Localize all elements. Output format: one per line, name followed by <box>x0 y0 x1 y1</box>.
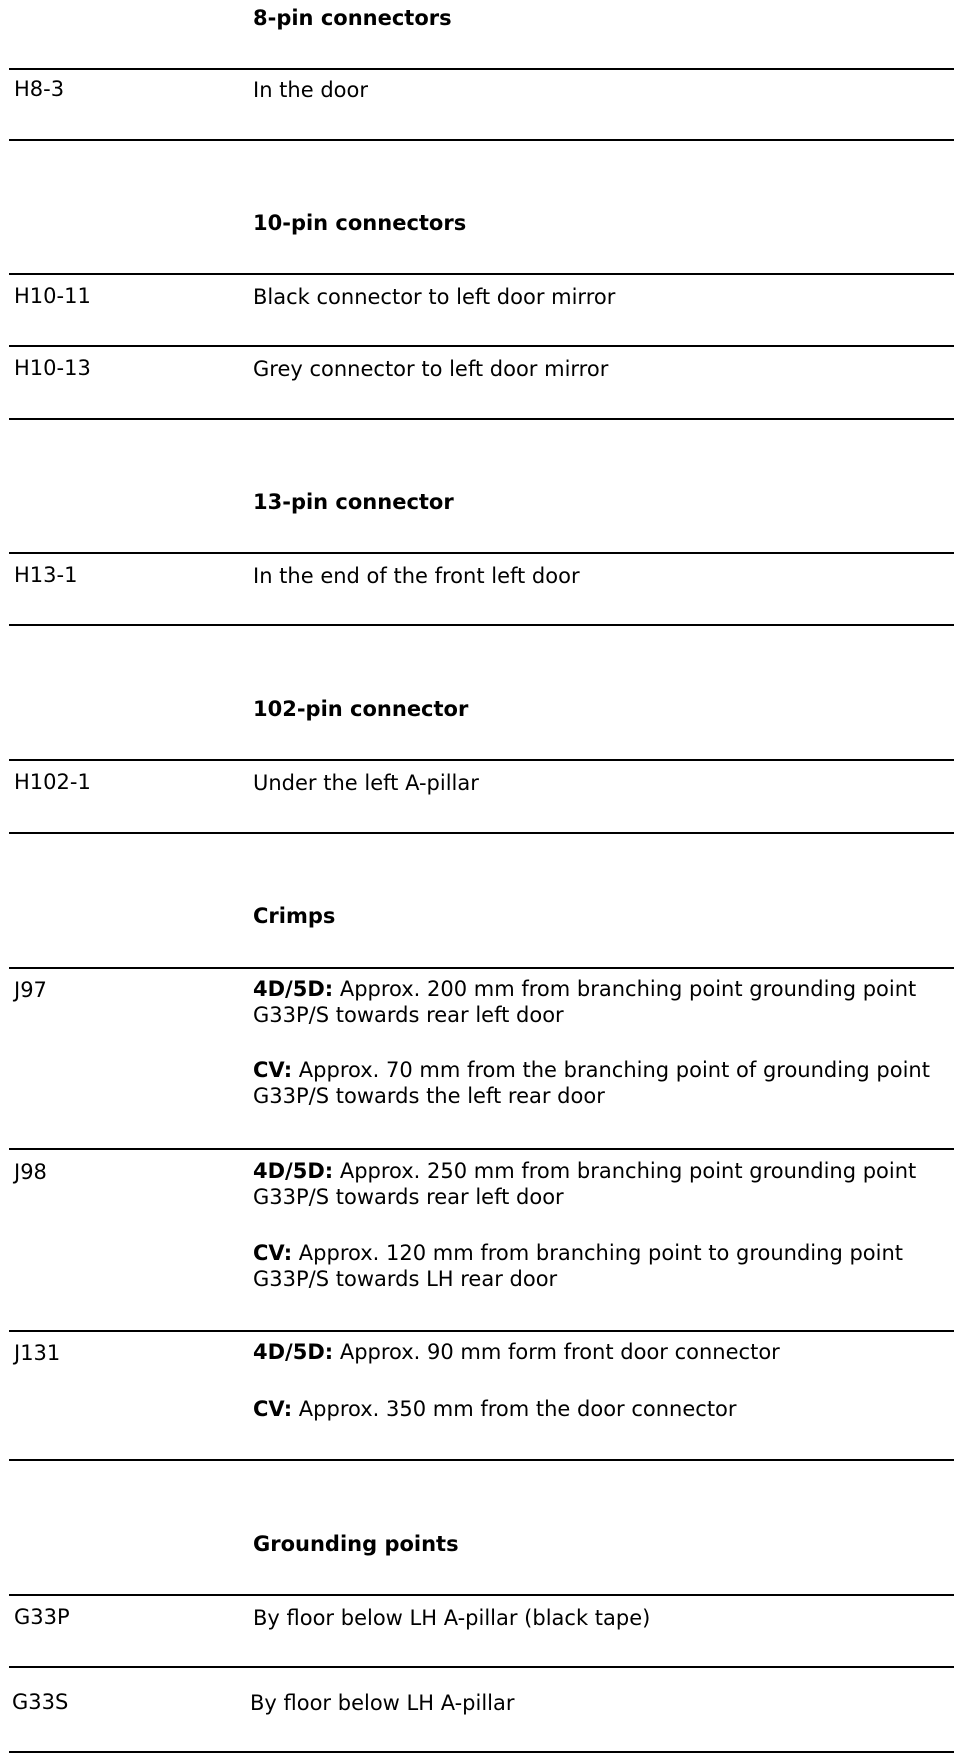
location-cv <box>253 1240 903 1292</box>
component-code: H102-1 <box>14 770 91 794</box>
table-rule <box>9 759 954 761</box>
component-code: J131 <box>14 1341 61 1365</box>
component-code: G33P <box>14 1605 70 1629</box>
variant-label: 4D/5D: <box>253 977 334 1001</box>
table-rule <box>9 139 954 141</box>
location-cv <box>253 1396 737 1422</box>
table-rule <box>9 1751 954 1753</box>
component-code: H10-13 <box>14 356 91 380</box>
section-heading-crimps: Crimps <box>253 904 336 928</box>
table-rule <box>9 345 954 347</box>
location-text: G33P/S towards the left rear door <box>253 1084 605 1108</box>
component-location: Under the left A-pillar <box>253 771 479 795</box>
location-text: Approx. 350 mm from the door connector <box>292 1397 737 1421</box>
component-code: H8-3 <box>14 77 65 101</box>
table-rule <box>9 1594 954 1596</box>
section-heading-13-pin: 13-pin connector <box>253 490 454 514</box>
location-text: Approx. 90 mm form front door connector <box>333 1340 780 1364</box>
location-text: Approx. 250 mm from branching point grounding point <box>333 1159 917 1183</box>
component-code: H10-11 <box>14 284 91 308</box>
table-rule <box>9 418 954 420</box>
variant-label: CV: <box>253 1397 293 1421</box>
component-location: Grey connector to left door mirror <box>253 357 609 381</box>
table-rule <box>9 1666 954 1668</box>
variant-label: 4D/5D: <box>253 1340 334 1364</box>
location-text: G33P/S towards LH rear door <box>253 1267 558 1291</box>
section-heading-10-pin: 10-pin connectors <box>253 211 467 235</box>
section-heading-102-pin: 102-pin connector <box>253 697 469 721</box>
table-rule <box>9 832 954 834</box>
table-rule <box>9 1330 954 1332</box>
location-cv <box>253 1057 930 1109</box>
component-location: Black connector to left door mirror <box>253 285 616 309</box>
location-text: Approx. 200 mm from branching point grounding point <box>333 977 917 1001</box>
section-heading-8-pin: 8-pin connectors <box>253 6 452 30</box>
table-rule <box>9 552 954 554</box>
component-location: By floor below LH A-pillar <box>250 1691 515 1715</box>
component-code: H13-1 <box>14 563 78 587</box>
variant-label: 4D/5D: <box>253 1159 334 1183</box>
component-location: By floor below LH A-pillar (black tape) <box>253 1606 651 1630</box>
location-4d-5d <box>253 976 916 1028</box>
location-text: G33P/S towards rear left door <box>253 1185 564 1209</box>
location-text: G33P/S towards rear left door <box>253 1003 564 1027</box>
table-rule <box>9 624 954 626</box>
component-location: In the end of the front left door <box>253 564 580 588</box>
component-code: J98 <box>14 1160 47 1184</box>
table-rule <box>9 273 954 275</box>
variant-label: CV: <box>253 1241 293 1265</box>
table-rule <box>9 68 954 70</box>
component-code: G33S <box>12 1690 69 1714</box>
location-4d-5d <box>253 1158 916 1210</box>
location-text: Approx. 70 mm from the branching point of grounding point <box>292 1058 930 1082</box>
component-location: In the door <box>253 78 368 102</box>
section-heading-grounding-points: Grounding points <box>253 1532 459 1556</box>
table-rule <box>9 1148 954 1150</box>
table-rule <box>9 967 954 969</box>
variant-label: CV: <box>253 1058 293 1082</box>
location-text: Approx. 120 mm from branching point to grounding point <box>292 1241 904 1265</box>
table-rule <box>9 1459 954 1461</box>
component-code: J97 <box>14 978 47 1002</box>
location-4d-5d <box>253 1339 780 1365</box>
